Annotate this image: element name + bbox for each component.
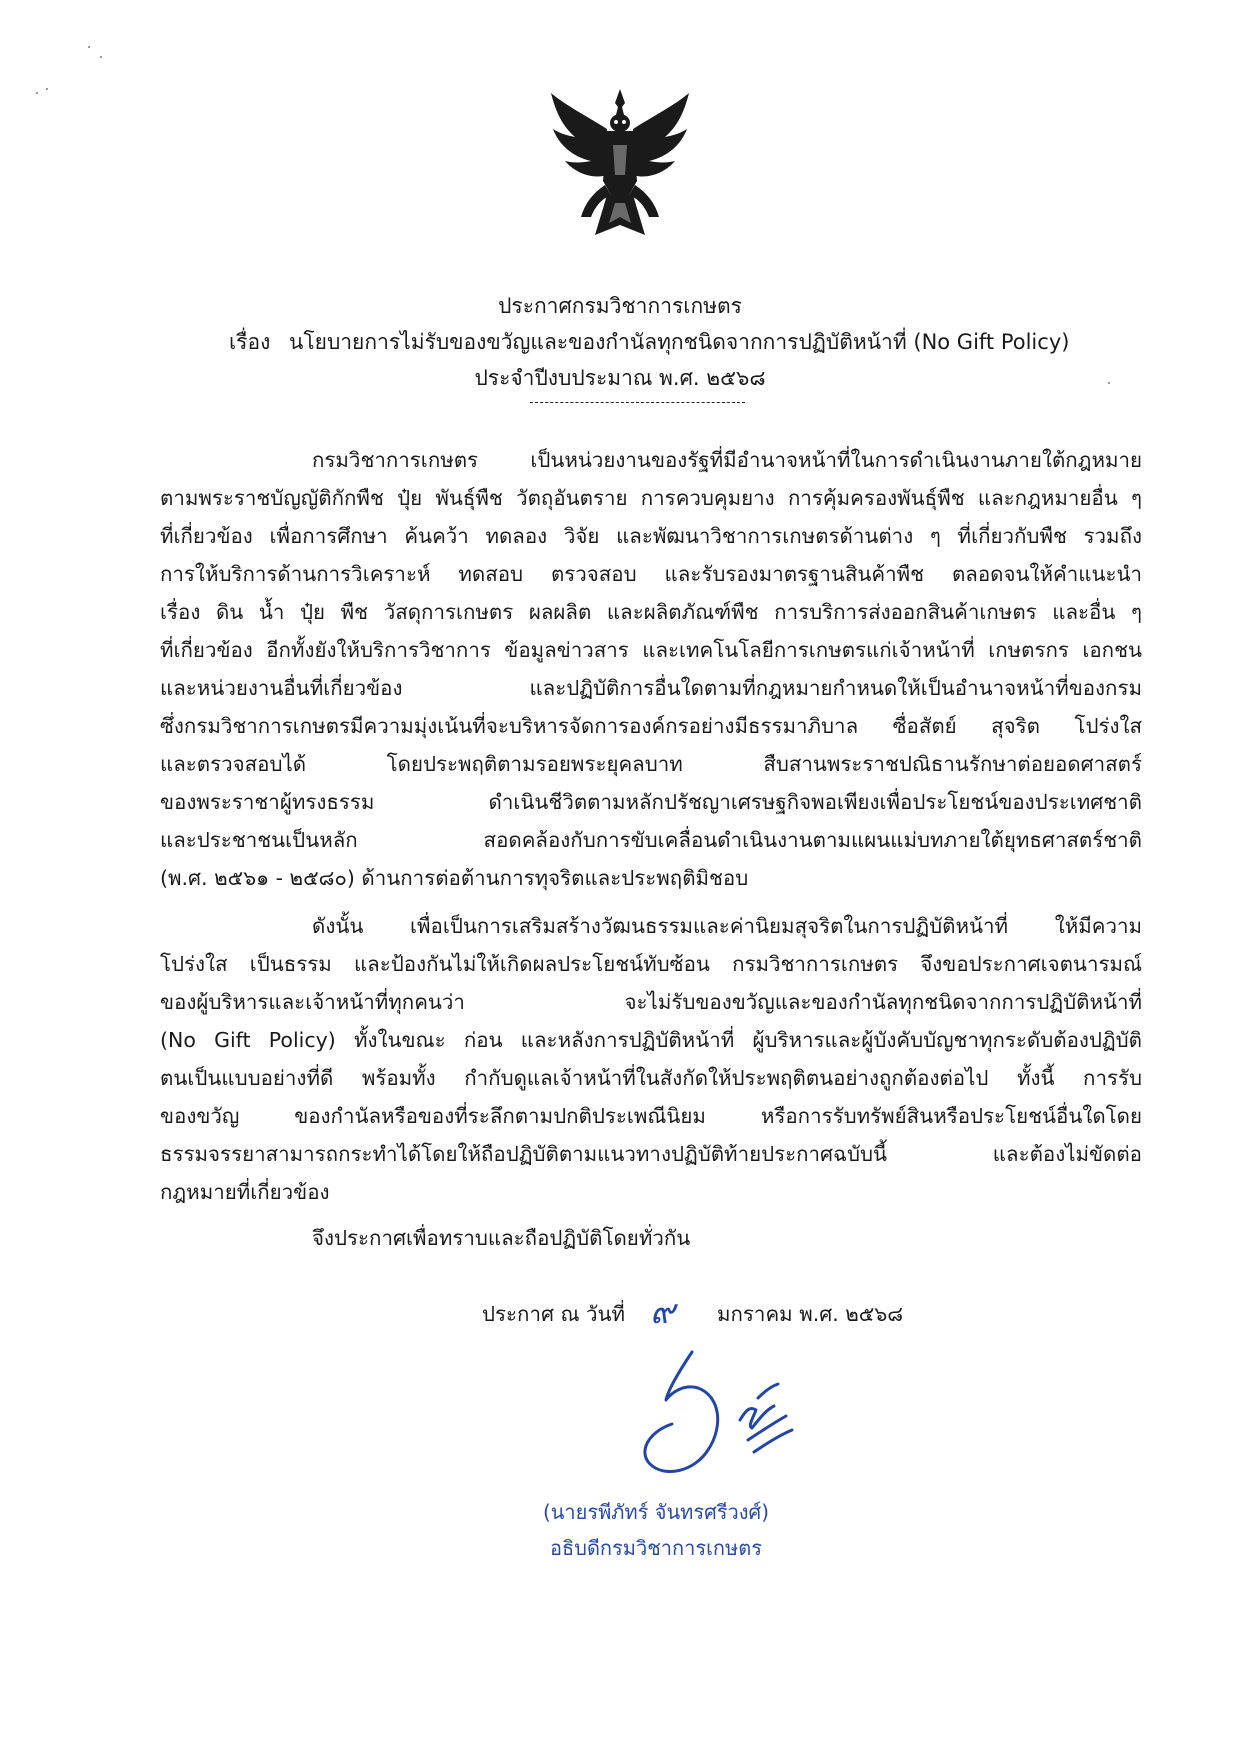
paragraph-1-line: ตามพระราชบัญญัติกักพืช ปุ๋ย พันธุ์พืช วัตถุอันตราย การควบคุมยาง การคุ้มครองพันธุ์พืช และกฎหมายอื่น ๆ <box>160 486 1142 510</box>
garuda-emblem-icon <box>545 85 695 245</box>
closing-statement: จึงประกาศเพื่อทราบและถือปฏิบัติโดยทั่วกัน <box>312 1226 691 1250</box>
paragraph-1-line: (พ.ศ. ๒๕๖๑ - ๒๕๘๐) ด้านการต่อต้านการทุจริตและประพฤติมิชอบ <box>160 866 749 890</box>
paragraph-1-line: ของพระราชาผู้ทรงธรรม ดำเนินชีวิตตามหลักปรัชญาเศรษฐกิจพอเพียงเพื่อประโยชน์ของประเทศชาติ <box>160 790 1142 814</box>
signatory-name: (นายรพีภัทร์ จันทรศรีวงศ์) <box>542 1500 770 1524</box>
paragraph-2-line: (No Gift Policy) ทั้งในขณะ ก่อน และหลังการปฏิบัติหน้าที่ ผู้บริหารและผู้บังคับบัญชาทุกระดับต้องปฏิบัติ <box>160 1028 1142 1052</box>
paragraph-2-line: กฎหมายที่เกี่ยวข้อง <box>160 1180 330 1204</box>
paragraph-1-line: และประชาชนเป็นหลัก สอดคล้องกับการขับเคลื่อนดำเนินงานตามแผนแม่บทภายใต้ยุทธศาสตร์ชาติ <box>160 828 1142 852</box>
fiscal-year: ประจำปีงบประมาณ พ.ศ. ๒๕๖๘ <box>474 366 766 390</box>
scan-speck <box>100 56 102 58</box>
handwritten-signature-icon <box>620 1340 850 1490</box>
paragraph-1-line: ซึ่งกรมวิชาการเกษตรมีความมุ่งเน้นที่จะบริหารจัดการองค์กรอย่างมีธรรมาภิบาล ซื่อสัตย์ สุจริต โปร่งใส <box>160 714 1142 738</box>
paragraph-2-line: ดังนั้น เพื่อเป็นการเสริมสร้างวัฒนธรรมและค่านิยมสุจริตในการปฏิบัติหน้าที่ ให้มีความ <box>312 914 1142 938</box>
subject-label: เรื่อง <box>229 330 271 354</box>
paragraph-2-line: ธรรมจรรยาสามารถกระทำได้โดยให้ถือปฏิบัติตามแนวทางปฏิบัติท้ายประกาศฉบับนี้ และต้องไม่ขัดต่อ <box>160 1142 1142 1166</box>
scan-speck <box>46 88 48 90</box>
signatory-position: อธิบดีกรมวิชาการเกษตร <box>550 1536 762 1560</box>
announcement-title: ประกาศกรมวิชาการเกษตร <box>498 294 742 318</box>
scan-speck <box>88 46 90 48</box>
subject-text: นโยบายการไม่รับของขวัญและของกำนัลทุกชนิดจากการปฏิบัติหน้าที่ (No Gift Policy) <box>289 330 1070 354</box>
paragraph-1-line: กรมวิชาการเกษตร เป็นหน่วยงานของรัฐที่มีอำนาจหน้าที่ในการดำเนินงานภายใต้กฎหมาย <box>312 448 1142 472</box>
paragraph-1-line: เรื่อง ดิน น้ำ ปุ๋ย พืช วัสดุการเกษตร ผลผลิต และผลิตภัณฑ์พืช การบริการส่งออกสินค้าเกษตร และอื่น ๆ <box>160 600 1142 624</box>
paragraph-2-line: ของขวัญ ของกำนัลหรือของที่ระลึกตามปกติประเพณีนิยม หรือการรับทรัพย์สินหรือประโยชน์อื่นใดโดย <box>160 1104 1142 1128</box>
separator-line <box>530 402 745 403</box>
scan-speck <box>36 92 38 94</box>
paragraph-1-line: ที่เกี่ยวข้อง อีกทั้งยังให้บริการวิชาการ ข้อมูลข่าวสาร และเทคโนโลยีการเกษตรแก่เจ้าหน้าที่ เกษตรกร เอกชน <box>160 638 1142 662</box>
paragraph-1-line: ที่เกี่ยวข้อง เพื่อการศึกษา ค้นคว้า ทดลอง วิจัย และพัฒนาวิชาการเกษตรด้านต่าง ๆ ที่เกี่ยวกับพืช รวมถึง <box>160 524 1142 548</box>
paragraph-2-line: ของผู้บริหารและเจ้าหน้าที่ทุกคนว่า จะไม่รับของขวัญและของกำนัลทุกชนิดจากการปฏิบัติหน้าที่ <box>160 990 1142 1014</box>
date-prefix: ประกาศ ณ วันที่ <box>482 1302 626 1326</box>
paragraph-1-line: การให้บริการด้านการวิเคราะห์ ทดสอบ ตรวจสอบ และรับรองมาตรฐานสินค้าพืช ตลอดจนให้คำแนะนำ <box>160 562 1142 586</box>
paragraph-2-line: ตนเป็นแบบอย่างที่ดี พร้อมทั้ง กำกับดูแลเจ้าหน้าที่ในสังกัดให้ประพฤติตนอย่างถูกต้องต่อไป ทั้งนี้ การรับ <box>160 1066 1142 1090</box>
paragraph-1-line: และหน่วยงานอื่นที่เกี่ยวข้อง และปฏิบัติการอื่นใดตามที่กฎหมายกำหนดให้เป็นอำนาจหน้าที่ของกรม <box>160 676 1142 700</box>
paragraph-2-line: โปร่งใส เป็นธรรม และป้องกันไม่ให้เกิดผลประโยชน์ทับซ้อน กรมวิชาการเกษตร จึงขอประกาศเจตนารมณ์ <box>160 952 1142 976</box>
handwritten-day: ๙ <box>650 1292 675 1332</box>
date-month-year: มกราคม พ.ศ. ๒๕๖๘ <box>717 1302 904 1326</box>
paragraph-1-line: และตรวจสอบได้ โดยประพฤติตามรอยพระยุคลบาท สืบสานพระราชปณิธานรักษาต่อยอดศาสตร์ <box>160 752 1142 776</box>
